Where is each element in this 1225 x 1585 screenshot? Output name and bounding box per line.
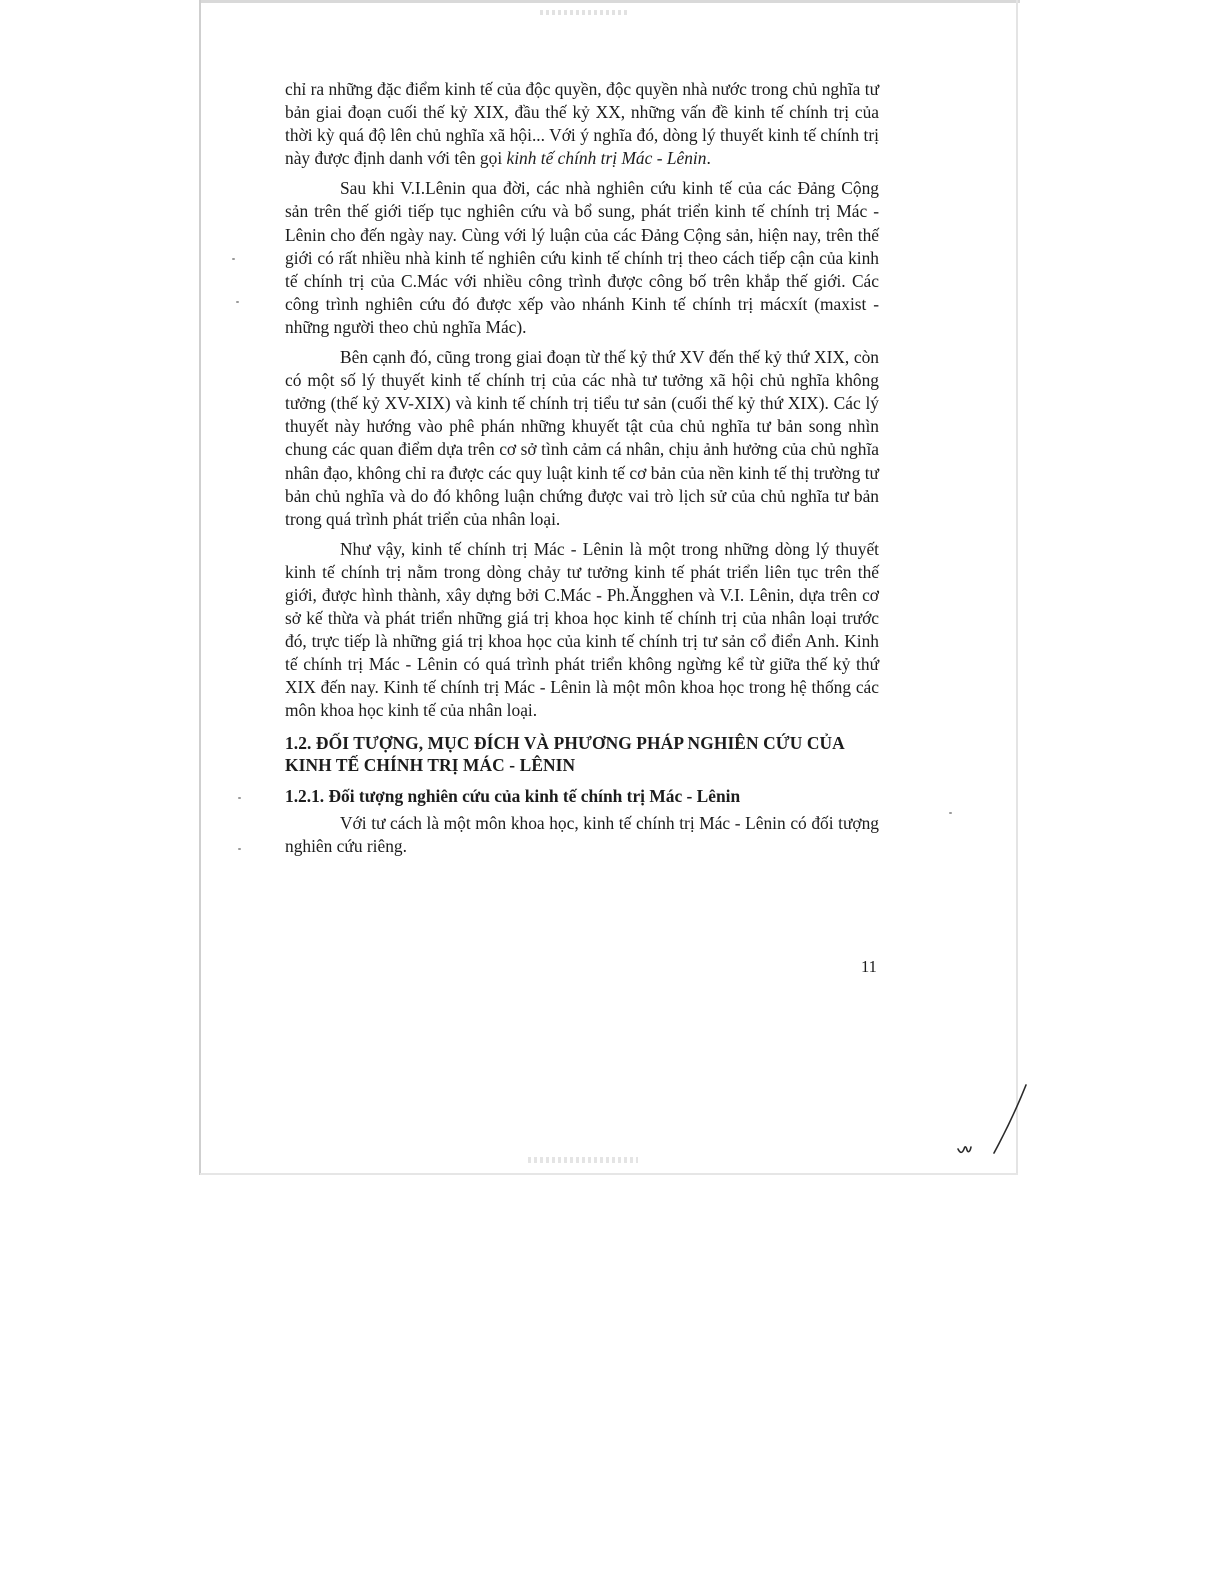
page-number: 11 [861,957,877,976]
scan-speck [238,797,241,799]
section-heading [285,732,879,776]
paragraph: Sau khi V.I.Lênin qua đời, các nhà nghiên cứu kinh tế của các Đảng Cộng sản trên thế giới tiếp tục nghiên cứu và bổ sung, phát triển kinh tế chính trị Mác - Lênin cho đến ngày nay. Cùng với lý luận của các Đảng Cộng sản, hiện nay, trên thế giới có rất nhiều nhà kinh tế nghiên cứu kinh tế chính trị theo cách tiếp cận của kinh tế chính trị của C.Mác với nhiều công trình được công bố trên khắp thế giới. Các công trình nghiên cứu đó được xếp vào nhánh Kinh tế chính trị mácxít (maxist - những người theo chủ nghĩa Mác). [285,178,879,337]
handwritten-signature-mark [952,1083,1032,1163]
paragraph: Bên cạnh đó, cũng trong giai đoạn từ thế kỷ thứ XV đến thế kỷ thứ XIX, còn có một số lý thuyết kinh tế chính trị của các nhà tư tưởng xã hội chủ nghĩa không tưởng (thế kỷ XV-XIX) và kinh tế chính trị tiểu tư sản (cuối thế kỷ thứ XIX). Các lý thuyết này hướng vào phê phán những khuyết tật của chủ nghĩa tư bản song nhìn chung các quan điểm dựa trên cơ sở tình cảm cá nhân, chịu ảnh hưởng của chủ nghĩa nhân đạo, không chỉ ra được các quy luật kinh tế cơ bản của nền kinh tế thị trường tư bản chủ nghĩa và do đó không luận chứng được vai trò lịch sử của chủ nghĩa tư bản trong quá trình phát triển của nhân loại. [285,347,879,529]
scan-speck [236,301,239,303]
paragraph: Như vậy, kinh tế chính trị Mác - Lênin là một trong những dòng lý thuyết kinh tế chính trị nằm trong dòng chảy tư tưởng kinh tế phát triển liên tục trên thế giới, được hình thành, xây dựng bởi C.Mác - Ph.Ăngghen và V.I. Lênin, dựa trên cơ sở kế thừa và phát triển những giá trị khoa học kinh tế chính trị của nhân loại trước đó, trực tiếp là những giá trị khoa học của kinh tế chính trị tư sản cổ điển Anh. Kinh tế chính trị Mác - Lênin có quá trình phát triển không ngừng kể từ giữa thế kỷ thứ XIX đến nay. Kinh tế chính trị Mác - Lênin là một môn khoa học trong hệ thống các môn khoa học kinh tế của nhân loại. [285,538,879,721]
subsection-heading: 1.2.1. Đối tượng nghiên cứu của kinh tế chính trị Mác - Lênin [285,785,741,806]
scan-edge-right [1016,0,1018,1175]
scan-speck [232,258,235,260]
page-body [285,78,879,858]
section-heading-line: KINH TẾ CHÍNH TRỊ MÁC - LÊNIN [285,754,576,775]
paragraph-text: chỉ ra những đặc điểm kinh tế của độc quyền, độc quyền nhà nước trong chủ nghĩa tư bản giai đoạn cuối thế kỷ XIX, đầu thế kỷ XX, những vấn đề kinh tế chính trị của thời kỳ quá độ lên chủ nghĩa xã hội... Với ý nghĩa đó, dòng lý thuyết kinh tế chính trị này được định danh với tên gọi [285,79,879,169]
scan-edge-left [199,0,201,1175]
italic-term: kinh tế chính trị Mác - Lênin [506,148,707,169]
paragraph [285,78,879,170]
scan-speck [949,812,952,814]
bleed-through-top [540,10,630,15]
bleed-through-bottom [528,1157,638,1163]
scan-edge-top [200,0,1020,3]
scan-edge-bottom [200,1173,1018,1175]
paragraph-text: . [706,148,711,169]
scan-speck [238,848,241,850]
paragraph: Với tư cách là một môn khoa học, kinh tế chính trị Mác - Lênin có đối tượng nghiên cứu riêng. [285,812,879,856]
section-heading-line: 1.2. ĐỐI TƯỢNG, MỤC ĐÍCH VÀ PHƯƠNG PHÁP NGHIÊN CỨU CỦA [285,732,845,753]
